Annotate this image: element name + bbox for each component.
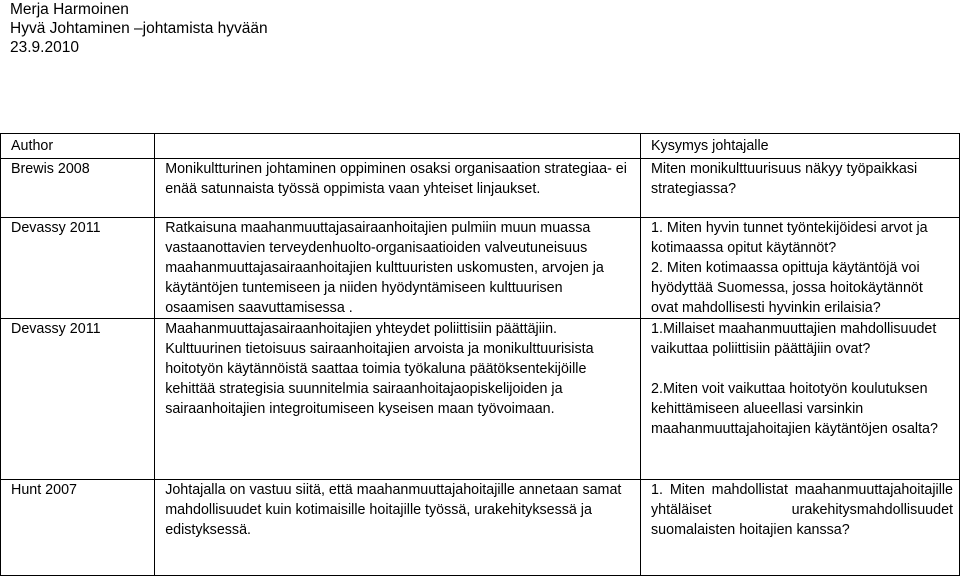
question-cell [641,218,960,319]
document-date: 23.9.2010 [10,39,79,56]
question-cell [641,159,960,218]
column-header-author: Author [1,134,155,159]
question-text: Miten monikulttuurisuus näkyy työpaikkasi strategiassa? [651,161,918,197]
question-text: 1. Miten hyvin tunnet työntekijöidesi arvot ja kotimaassa opitut käytännöt? [651,220,928,256]
table-header-row [1,134,960,159]
question-text: 1.Millaiset maahanmuuttajien mahdollisuudet vaikuttaa poliittisiin päättäjiin ovat? [651,321,937,357]
question-text: 2.Miten voit vaikuttaa hoitotyön koulutuksen kehittämiseen alueellasi varsinkin maahanmuuttajahoitajien käytäntöjen osalta? [651,381,938,437]
column-header-question: Kysymys johtajalle [641,134,960,159]
content-cell: Johtajalla on vastuu siitä, että maahanmuuttajahoitajille annetaan samat mahdollisuudet kuin kotimaisille hoitajille työssä, urakehityksessä ja edistyksessä. [155,480,641,576]
author-cell: Devassy 2011 [1,218,155,319]
author-cell: Brewis 2008 [1,159,155,218]
author-cell: Hunt 2007 [1,480,155,576]
content-cell: Monikultturinen johtaminen oppiminen osaksi organisaation strategiaa- ei enää satunnaista työssä oppimista vaan yhteiset linjaukset. [155,159,641,218]
content-cell: Maahanmuuttajasairaanhoitajien yhteydet poliittisiin päättäjiin. Kulttuurinen tietoisuus sairaanhoitajien arvoista ja monikulttuurisista hoitotyön käytännöistä saattaa toimia työkaluna päätöksentekijöille kehittää strategisia suunnitelmia sairaanhoitajaopiskelijoiden ja sairaanhoitajien integroitumiseen kyseisen maan työvoimaan. [155,319,641,480]
table-row [1,159,960,218]
literature-table [0,133,960,576]
question-cell [641,319,960,480]
table-row [1,480,960,576]
document-title: Hyvä Johtaminen –johtamista hyvään [10,20,268,37]
question-text: 1. Miten mahdollistat maahanmuuttajahoitajille yhtäläiset urakehitysmahdollisuudet suomalaisten hoitajien kanssa? [651,482,953,538]
paragraph-spacer [651,359,953,379]
table-row [1,319,960,480]
column-header-content [155,134,641,159]
question-text: 2. Miten kotimaassa opittuja käytäntöjä voi hyödyttää Suomessa, jossa hoitokäytännöt ovat mahdollisesti hyvinkin erilaisia? [651,260,923,316]
table-row [1,218,960,319]
document-header [10,0,268,57]
question-cell [641,480,960,576]
author-name: Merja Harmoinen [10,1,129,18]
content-cell: Ratkaisuna maahanmuuttajasairaanhoitajien pulmiin muun muassa vastaanottavien terveydenhuolto-organisaatioiden valveutuneisuus maahanmuuttajasairaanhoitajien kulttuuristen uskomusten, arvojen ja käytäntöjen tuntemiseen ja niiden hyödyntämiseen kulttuurisen osaamisen saavuttamisessa . [155,218,641,319]
author-cell: Devassy 2011 [1,319,155,480]
